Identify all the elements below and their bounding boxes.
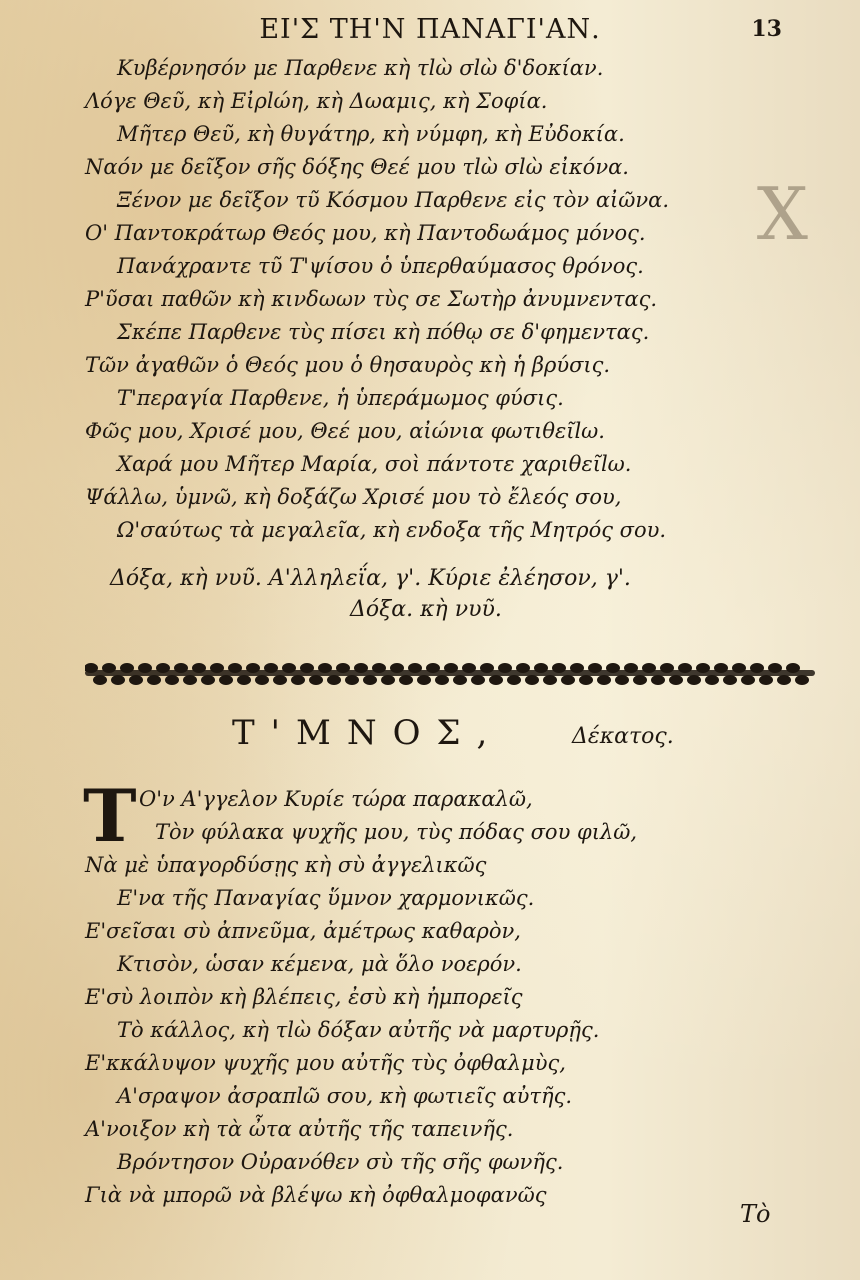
verse-line: Γιὰ νὰ μπορῶ νὰ βλέψω κὴ ὀφθαλμοφανῶς [85,1183,547,1207]
ornament-leaf [606,663,620,673]
ornament-leaf [435,675,449,685]
ornament-leaf [147,675,161,685]
ornament-leaf [480,663,494,673]
ornament-leaf [399,675,413,685]
hymn-title: Τ'ΜΝΟΣ, [232,713,504,753]
ornament-leaf [300,663,314,673]
ornament-leaf [570,663,584,673]
verse-line: Α'σραψον ἀσραπlῶ σου, κὴ φωτιεῖς αὐτῆς. [117,1084,573,1108]
verse-line: Φῶς μου, Χρισέ μου, Θεέ μου, αἰώνια φωτιθεῖlω. [85,419,605,443]
ornament-leaf [93,675,107,685]
ornament-leaf [777,675,791,685]
ornament-leaf [597,675,611,685]
ornament-leaf [669,675,683,685]
ornament-leaf [201,675,215,685]
verse-line: Ω'σαύτως τὰ μεγαλεῖα, κὴ ενδοξα τῆς Μητρός σου. [117,518,667,542]
verse-line: Ε'σὺ λοιπὸν κὴ βλέπεις, ἐσὺ κὴ ἠμπορεῖς [85,985,523,1009]
ornament-leaf [345,675,359,685]
verse-line: Ο' Παντοκράτωρ Θεός μου, κὴ Παντοδωάμος μόνος. [85,221,646,245]
ornament-leaf [129,675,143,685]
ornament-leaf [282,663,296,673]
ornament-leaf [228,663,242,673]
ornament-leaf [624,663,638,673]
ornament-leaf [723,675,737,685]
ornament-leaf [759,675,773,685]
ornament-leaf [318,663,332,673]
ornament-leaf [444,663,458,673]
verse-line: Τὸ κάλλος, κὴ τlὼ δόξαν αὐτῆς νὰ μαρτυρῇς. [117,1018,600,1042]
verse-line: Ε'να τῆς Παναγίας ὕμνον χαρμονικῶς. [117,886,535,910]
drop-cap: Τ [83,773,137,858]
ornament-leaf [507,675,521,685]
ornament-leaf [588,663,602,673]
ornament-leaf [696,663,710,673]
ornament-leaf [534,663,548,673]
verse-line: Ψάλλω, ὑμνῶ, κὴ δοξάζω Χρισέ μου τὸ ἔλεός σου, [85,485,622,509]
ornament-leaf [219,675,233,685]
ornament-leaf [453,675,467,685]
verse-line: Ναόν με δεῖξον σῆς δόξης Θεέ μου τlὼ σlὼ εἰκόνα. [85,155,629,179]
ornament-leaf [678,663,692,673]
ornament-leaf [408,663,422,673]
ornament-leaf [264,663,278,673]
verse-line: Κυβέρνησόν με Παρθενε κὴ τlὼ σlὼ δ'δοκίαν. [117,56,604,80]
running-title: ΕΙ'Σ ΤΗ'Ν ΠΑΝΑΓΙ'ΑΝ. [259,14,601,45]
ornament-leaf [705,675,719,685]
verse-line: Βρόντησον Οὐρανόθεν σὺ τῆς σῆς φωνῆς. [117,1150,564,1174]
verse-line: Ξένον με δεῖξον τῦ Κόσμου Παρθενε εἰς τὸν αἰῶνα. [117,188,670,212]
verse-line: Μῆτερ Θεῦ, κὴ θυγάτηρ, κὴ νύμφη, κὴ Εὐδοκία. [117,122,625,146]
ornament-leaf [309,675,323,685]
verse-line: Ρ'ῦσαι παθῶν κὴ κινδωων τὺς σε Σωτὴρ ἀνυμνεντας. [85,287,658,311]
ornament-leaf [426,663,440,673]
ornament-leaf [255,675,269,685]
verse-line: Λόγε Θεῦ, κὴ Εἰρlώη, κὴ Δωαμις, κὴ Σοφία. [85,89,548,113]
page-number: 13 [751,16,782,42]
ornament-leaf [183,675,197,685]
ornament-leaf [246,663,260,673]
bleed-through-letter: Χ [756,172,808,256]
ornament-leaf [111,675,125,685]
ornament-leaf [750,663,764,673]
verse-line: Τὸν φύλακα ψυχῆς μου, τὺς πόδας σου φιλῶ, [155,820,638,844]
verse-line: Πανάχραντε τῦ Τ'ψίσου ὁ ὑπερθαύμασος θρόνος. [117,254,644,278]
ornament-leaf [210,663,224,673]
ornament-leaf [291,675,305,685]
ornament-leaf [498,663,512,673]
ornament-leaf [372,663,386,673]
ornament-leaf [471,675,485,685]
verse-line: Ο'ν Α'γγελον Κυρίε τώρα παρακαλῶ, [139,787,533,811]
ornament-leaf [543,675,557,685]
ornament-leaf [417,675,431,685]
verse-line: Τῶν ἀγαθῶν ὁ Θεός μου ὁ θησαυρὸς κὴ ἡ βρύσις. [85,353,611,377]
ornament-leaf [102,663,116,673]
ornament-leaf [138,663,152,673]
ornament-leaf [516,663,530,673]
ornament-leaf [237,675,251,685]
ornament-leaf [390,663,404,673]
verse-line: Ε'κκάλυψον ψυχῆς μου αὐτῆς τὺς ὀφθαλμὺς, [85,1051,566,1075]
ornament-leaf [786,663,800,673]
ornament-leaf [327,675,341,685]
ornament-leaf [795,675,809,685]
ornament-leaf [552,663,566,673]
ornament-leaf [615,675,629,685]
ornament-leaf [354,663,368,673]
ornament-leaf [462,663,476,673]
ornament-leaf [381,675,395,685]
ornament-leaf [687,675,701,685]
verse-line: Κτισὸν, ὡσαν κέμενα, μὰ ὅλο νοερόν. [117,952,522,976]
verse-line: Ε'σεῖσαι σὺ ἀπνεῦμα, ἀμέτρως καθαρὸν, [85,919,521,943]
ornament-leaf [651,675,665,685]
catchword: Τὸ [740,1200,771,1228]
ornament-leaf [660,663,674,673]
verse-line: Χαρά μου Μῆτερ Μαρία, σοὶ πάντοτε χαριθεῖlω. [117,452,632,476]
ornament-leaf [633,675,647,685]
ornament-leaf [336,663,350,673]
ornament-leaf [489,675,503,685]
verse-line: Τ'περαγία Παρθενε, ἡ ὑπεράμωμος φύσις. [117,386,564,410]
ornament-leaf [579,675,593,685]
ornamental-band [85,660,815,688]
ornament-leaf [642,663,656,673]
ornament-leaf [363,675,377,685]
verse-line: Σκέπε Παρθενε τὺς πίσει κὴ πόθῳ σε δ'φημεντας. [117,320,650,344]
ornament-leaf [525,675,539,685]
ornament-leaf [156,663,170,673]
ornament-leaf [165,675,179,685]
ornament-leaf [768,663,782,673]
ornament-leaf [732,663,746,673]
hymn-number: Δέκατος. [572,724,674,749]
ornament-leaf [174,663,188,673]
doxology-line: Δόξα, κὴ νυῦ. Α'λληλεΐα, γ'. Κύριε ἐλέησον, γ'. [110,566,631,591]
verse-line: Νὰ μὲ ὑπαγορδύσῃς κὴ σὺ ἀγγελικῶς [85,853,487,877]
ornament-leaf [741,675,755,685]
ornament-leaf [273,675,287,685]
ornament-leaf [714,663,728,673]
doxology-line: Δόξα. κὴ νυῦ. [350,597,502,622]
verse-line: Α'νοιξον κὴ τὰ ὦτα αὐτῆς τῆς ταπεινῆς. [85,1117,514,1141]
ornament-leaf [192,663,206,673]
ornament-leaf [120,663,134,673]
ornament-leaf [561,675,575,685]
